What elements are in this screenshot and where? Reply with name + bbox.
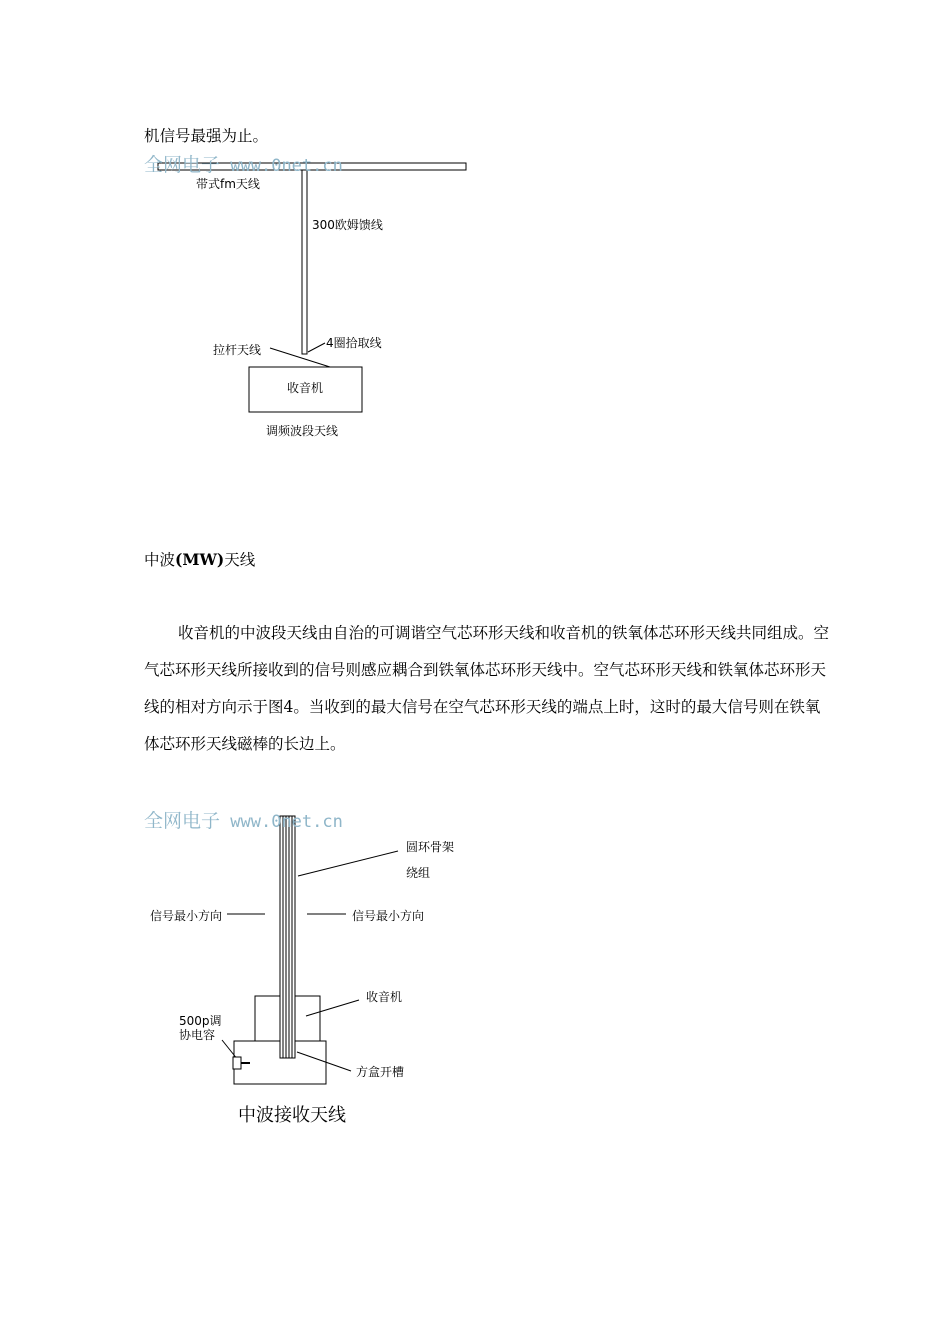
label-pickup: 4圈拾取线 [326, 336, 382, 350]
section-title-pre: 中波 [144, 551, 176, 569]
label-min-right: 信号最小方向 [352, 909, 425, 923]
label-radio-2: 收音机 [366, 990, 403, 1004]
loop-frame [280, 816, 295, 1058]
fig2-watermark-url: www.0net.cn [230, 812, 343, 832]
fig2-watermark-cn: 全网电子 [144, 810, 221, 832]
label-min-left: 信号最小方向 [150, 909, 223, 923]
label-cap-2: 协电容 [179, 1028, 216, 1042]
label-fm-antenna: 带式fm天线 [196, 177, 260, 191]
label-cap-1: 500p调 [179, 1014, 222, 1028]
fig1-watermark-cn: 全网电子 [144, 154, 221, 176]
label-frame: 圆环骨架 [406, 840, 455, 854]
label-feeder: 300欧姆馈线 [312, 218, 383, 232]
section-title-bold: (MW) [175, 550, 225, 569]
label-rod-antenna: 拉杆天线 [213, 343, 262, 357]
trimmer-knob [233, 1057, 241, 1069]
fig1-watermark-url: www.0net.cn [230, 156, 343, 176]
top-text-line: 机信号最强为止。 [144, 127, 269, 145]
label-slot: 方盒开槽 [356, 1065, 405, 1079]
fig2-caption: 中波接收天线 [238, 1105, 346, 1126]
body-paragraph: 收音机的中波段天线由自治的可调谐空气芯环形天线和收音机的铁氧体芯环形天线共同组成。空气芯环形天线所接收到的信号则感应耦合到铁氧体芯环形天线中。空气芯环形天线和铁氧体芯环形天线的相对方向示于图4。当收到的最大信号在空气芯环形天线的端点上时，这时的最大信号则在铁氧体芯环形天线磁棒的长边上。 [144, 624, 830, 753]
label-winding: 绕组 [406, 866, 431, 880]
section-title-post: 天线 [224, 551, 256, 569]
frame-leader [298, 851, 398, 876]
fig2-watermark [144, 806, 343, 833]
label-radio-1: 收音机 [287, 381, 324, 395]
fig1-caption: 调频波段天线 [266, 424, 339, 438]
